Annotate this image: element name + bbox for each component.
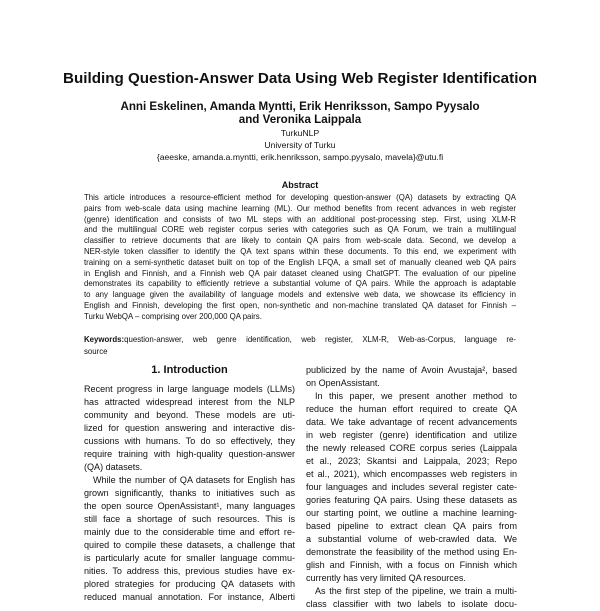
text-line: and the multilingual CORE web register corpus series with categories such as QA Forum, we train a multilingual <box>84 225 516 235</box>
text-line: glish and Finnish, with a focus on Finnish which <box>306 560 517 570</box>
paragraph <box>84 474 295 604</box>
paragraph <box>306 585 517 611</box>
affiliation-group: TurkuNLP <box>280 128 320 138</box>
text-line: in web register (genre) identification and utilize <box>306 430 517 440</box>
text-line: four languages and includes several register cate- <box>306 482 517 492</box>
paragraph <box>306 390 517 585</box>
text-line: This article introduces a resource-efficient method for developing question-answer (QA) datasets by extracting QA <box>84 193 516 202</box>
keywords <box>84 334 516 357</box>
text-line: a substantial volume of web-crawled data. We <box>306 534 517 544</box>
authors-line-2: and Veronika Laippala <box>238 113 362 126</box>
paragraph <box>306 364 517 390</box>
keywords-label: Keywords: <box>84 335 125 344</box>
text-line: class classifier with two labels to isolate docu- <box>306 599 517 609</box>
text-line: English and Finnish, developing the first open, non-synthetic and non-machine translated QA dataset for Finnish – <box>84 300 516 310</box>
authors-line-1: Anni Eskelinen, Amanda Myntti, Erik Henriksson, Sampo Pyysalo <box>120 100 480 113</box>
text-line: pairs from web-scale data using machine learning (ML). Our method benefits from recent advances in web register <box>84 203 516 213</box>
text-line: grown significantly, thanks to initiatives such as <box>84 488 295 498</box>
text-line: on OpenAssistant. <box>306 378 380 388</box>
left-column <box>84 383 295 604</box>
text-line: As the first step of the pipeline, we train a multi- <box>315 586 517 596</box>
text-line: is particularly acute for smaller language commu- <box>84 553 295 563</box>
text-line: gories featuring QA pairs. Using these datasets as <box>306 495 517 505</box>
text-line: classifier to retrieve documents that are likely to contain QA pairs from web-scale data. Second, we develop a <box>84 236 516 246</box>
text-line: (QA) datasets. <box>84 462 143 472</box>
paper-title: Building Question-Answer Data Using Web Register Identification <box>63 70 537 87</box>
keywords-text-cont: source <box>84 346 108 356</box>
abstract-body <box>84 193 516 323</box>
author-emails: {aeeske, amanda.a.myntti, erik.henriksson, sampo.pyysalo, mavela}@utu.fi <box>156 152 444 162</box>
text-line: training on a semi-synthetic dataset built on top of the English LFQA, a small set of manually cleaned web QA pairs <box>84 257 516 267</box>
text-line: et al., 2023; Skantsi and Laippala, 2023; Repo <box>306 456 517 466</box>
keywords-text: question-answer, web genre identification, web register, XLM-R, Web-as-Corpus, language re- <box>124 335 516 344</box>
text-line: Turku WebQA – comprising over 200,000 QA pairs. <box>84 311 262 321</box>
text-line: based pipeline to extract clean QA pairs from <box>306 521 517 531</box>
text-line: has attracted widespread interest from the NLP <box>84 397 295 407</box>
paragraph <box>84 383 295 474</box>
text-line: While the number of QA datasets for English has <box>93 475 295 485</box>
text-line: to any language given the availability of language models and extensive web data, we showcase its efficiency in <box>84 290 516 300</box>
text-line: cussions with humans. To do so effectively, they <box>84 436 295 446</box>
text-line: demonstrate the feasibility of the method using En- <box>306 547 517 557</box>
text-line: our starting point, we outline a machine learning- <box>306 508 517 518</box>
text-line: In this paper, we present another method to <box>315 391 517 401</box>
text-line: Recent progress in large language models (LLMs) <box>84 384 295 394</box>
text-line: reduce the human effort required to create QA <box>306 404 517 414</box>
text-line: demonstrates its capability to efficiently retrieve a substantial volume of QA pairs. While the approach is adaptable <box>84 279 516 289</box>
text-line: the newly released CORE corpus series (Laippala <box>306 443 517 453</box>
text-line: require training with high-quality question-answer <box>84 449 295 459</box>
text-line: et al., 2021), which encompasses web registers in <box>306 469 517 479</box>
affiliation-university: University of Turku <box>264 140 336 150</box>
text-line: nities. To address this, previous studies have ex- <box>84 566 295 576</box>
text-line: plored strategies for producing QA datasets with <box>84 579 295 589</box>
section-heading-introduction: 1. Introduction <box>151 364 228 376</box>
text-line: NER-style token classifier to identify the QA text spans within these documents. To this end, we experiment with <box>84 246 516 256</box>
text-line: reduced manual annotation. For instance, Alberti <box>84 592 295 602</box>
text-line: lized for question answering and interactive dis- <box>84 423 295 433</box>
text-line: community and beyond. These models are uti- <box>84 410 295 420</box>
right-column <box>306 364 517 611</box>
text-line: still face a shortage of such resources. This is <box>84 514 295 524</box>
text-line: currently has very limited QA resources. <box>306 573 466 583</box>
text-line: mainly due to the considerable time and effort re- <box>84 527 295 537</box>
text-line: data. We take advantage of recent advancements <box>306 417 517 427</box>
text-line: (genre) identification and consists of two ML steps with an additional post-processing step. First, using XLM-R <box>84 214 516 224</box>
text-line: the open source OpenAssistant¹, many languages <box>84 501 295 511</box>
text-line: quired to compile these datasets, a challenge that <box>84 540 295 550</box>
abstract-heading: Abstract <box>281 180 319 190</box>
text-line: publicized by the name of Avoin Avustaja², based <box>306 365 517 375</box>
text-line: in English and Finnish, and a Finnish web QA pair dataset cleaned using ChatGPT. The evaluation of our pipeline <box>84 268 516 278</box>
